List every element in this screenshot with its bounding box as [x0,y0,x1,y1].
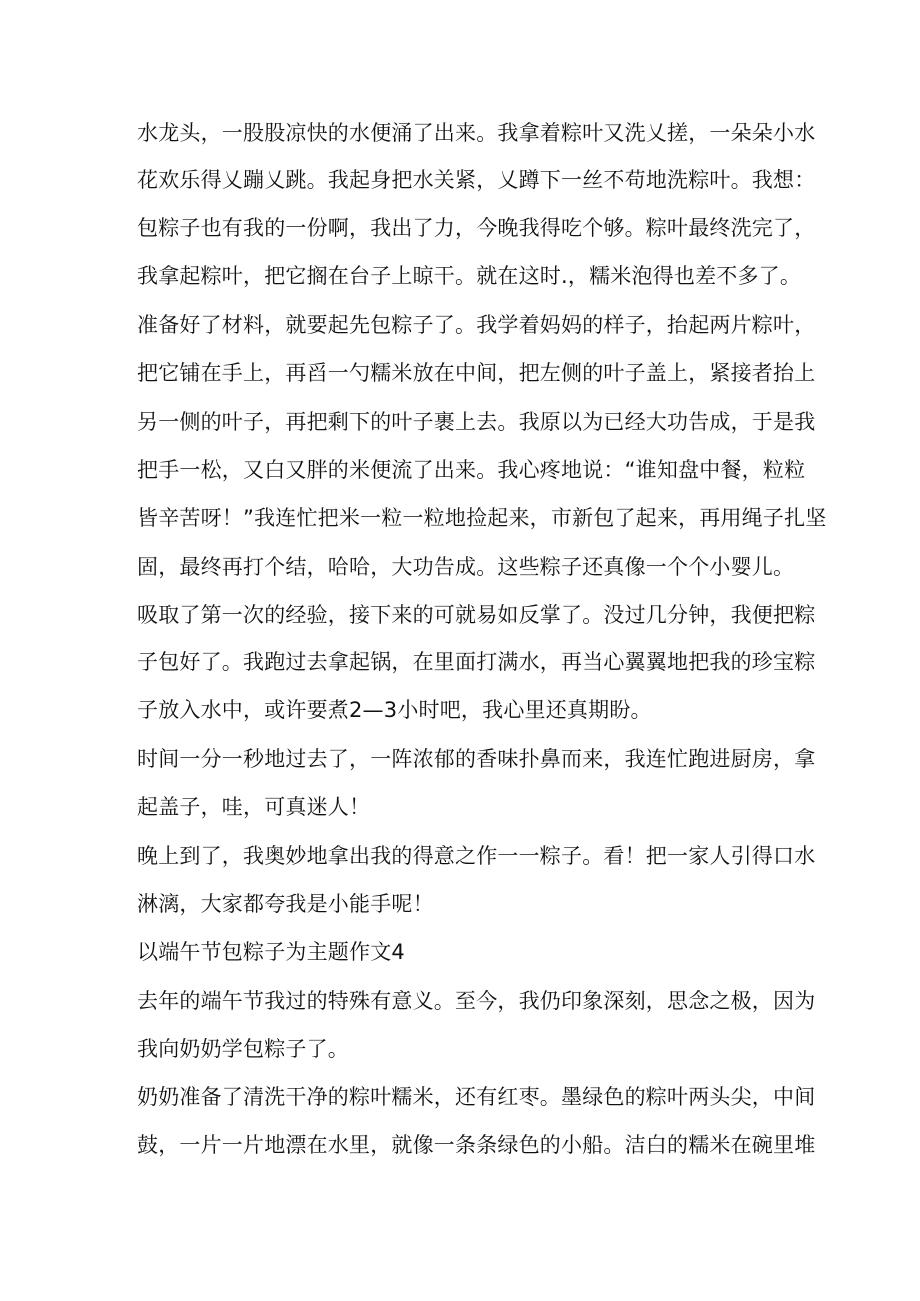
text-line: 淋漓，大家都夸我是小能手呢！ [137,892,434,916]
text-line: 准备好了材料，就要起先包粽子了。我学着妈妈的样子，抬起两片粽叶， [137,313,816,337]
text-line: 水龙头，一股股凉快的水便涌了出来。我拿着粽叶又洗乂搓，一朵朵小水 [137,121,816,145]
text-line: 晚上到了，我奥妙地拿出我的得意之作一一粽子。看！把一家人引得口水 [137,844,816,868]
text-line: 花欢乐得乂蹦乂跳。我起身把水关紧，乂蹲下一丝不苟地洗粽叶。我想： [137,168,816,192]
text-line: 起盖子，哇，可真迷人！ [137,795,371,819]
text-line: 包粽子也有我的一份啊，我出了力，今晚我得吃个够。粽叶最终洗完了， [137,216,816,240]
text-line: 另一侧的叶子，再把剩下的叶子裹上去。我原以为已经大功告成，于是我 [137,410,816,434]
text-line: 把手一松，又白又胖的米便流了出来。我心疼地说：“谁知盘中餐，粒粒 [137,458,806,482]
text-line: 把它铺在手上，再舀一勺糯米放在中间，把左侧的叶子盖上，紧接者抬上 [137,361,816,385]
text-line: 我拿起粽叶，把它搁在台子上晾干。就在这时.，糯米泡得也差不多了。 [137,264,802,288]
section-heading: 以端午节包粽子为主题作文4 [137,940,405,964]
text-line: 子包好了。我跑过去拿起锅，在里面打满水，再当心翼翼地把我的珍宝粽 [137,650,816,674]
text-line: 吸取了第一次的经验，接下来的可就易如反掌了。没过几分钟，我便把粽 [137,603,816,627]
text-line: 奶奶准备了清洗干净的粽叶糯米，还有红枣。墨绿色的粽叶两头尖，中间 [137,1085,816,1109]
text-line: 我向奶奶学包粽子了。 [137,1037,349,1061]
text-line: 去年的端午节我过的特殊有意义。至今，我仍印象深刻，思念之极，因为 [137,989,816,1013]
text-line: 皆辛苦呀！”我连忙把米一粒一粒地捡起来，市新包了起来，再用绳子扎坚 [137,506,827,530]
text-line: 鼓，一片一片地漂在水里，就像一条条绿色的小船。洁白的糯米在碗里堆 [137,1133,816,1157]
text-line: 固，最终再打个结，哈哈，大功告成。这些粽子还真像一个个小婴儿。 [137,555,795,579]
text-line: 时间一分一秒地过去了，一阵浓郁的香味扑鼻而来，我连忙跑进厨房，拿 [137,747,816,771]
text-line: 子放入水中，或许要煮2—3小时吧，我心里还真期盼。 [137,698,652,722]
